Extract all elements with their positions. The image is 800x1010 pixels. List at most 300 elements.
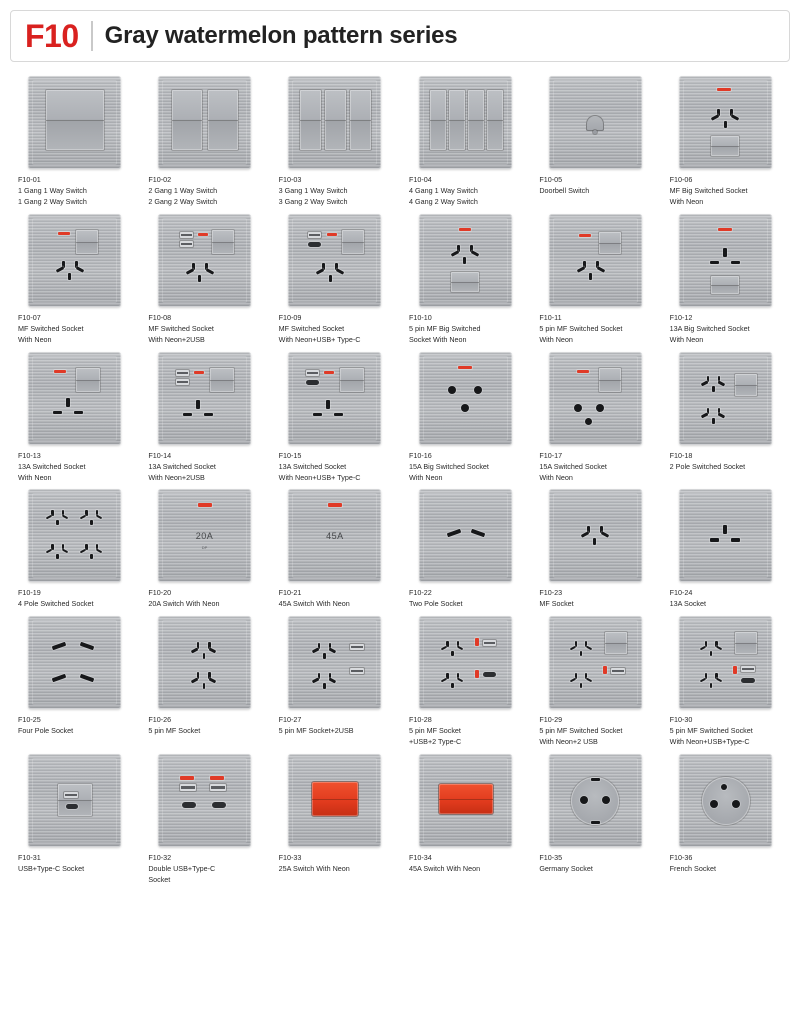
usb-port (483, 640, 496, 646)
neon-indicator (475, 670, 479, 678)
socket-hole (96, 548, 103, 553)
plate-face (166, 497, 243, 574)
type-c-port (741, 678, 755, 683)
product-cell[interactable] (539, 214, 651, 346)
product-code: F10-08 (148, 312, 172, 322)
product-code: F10-19 (18, 588, 41, 598)
plate-face (427, 497, 504, 574)
plate-face (36, 360, 113, 437)
product-caption (148, 715, 260, 737)
product-caption (18, 853, 130, 875)
product-cell[interactable] (670, 76, 782, 208)
socket-hole (209, 647, 217, 653)
product-code: F10-30 (669, 715, 693, 725)
product-cell[interactable] (279, 352, 391, 484)
socket-hole (451, 683, 453, 689)
socket-hole (601, 532, 609, 538)
socket-hole (316, 268, 324, 274)
plate-face (296, 624, 373, 701)
product-cell[interactable] (148, 616, 260, 748)
product-caption (18, 451, 130, 484)
socket-hole (701, 380, 708, 385)
type-c-port (308, 242, 321, 247)
socket-hole (203, 683, 206, 689)
product-description-line: 5 pin MF Socket+2USB (278, 726, 354, 736)
product-description-line: +USB+2 Type-C (409, 737, 462, 747)
product-description-line: MF Big Switched Socket (669, 185, 748, 195)
product-cell[interactable] (670, 489, 782, 610)
product-description-line: 2 Gang 1 Way Switch (148, 185, 218, 195)
neon-indicator (198, 233, 208, 236)
product-image-f10-02 (158, 76, 251, 169)
socket-hole (62, 548, 69, 553)
plate-face (296, 84, 373, 161)
plate-face (557, 624, 634, 701)
rocker-switch (76, 230, 98, 254)
product-cell[interactable] (18, 214, 130, 346)
product-caption (18, 175, 130, 208)
socket-hole (570, 677, 577, 682)
product-code: F10-03 (278, 175, 302, 184)
product-code: F10-16 (409, 450, 432, 460)
product-cell[interactable] (670, 352, 782, 484)
product-description-line: 2 Pole Switched Socket (669, 461, 746, 471)
product-code: F10-09 (278, 312, 302, 322)
product-description-line: Four Pole Socket (18, 726, 74, 736)
product-cell[interactable] (18, 352, 130, 484)
product-cell[interactable] (539, 489, 651, 610)
earth-clip (591, 821, 600, 824)
product-cell[interactable] (539, 754, 651, 886)
plate-face (687, 84, 764, 161)
socket-hole (712, 418, 715, 424)
type-c-port (66, 804, 78, 809)
rocker-switch (340, 368, 364, 392)
product-cell[interactable] (148, 352, 260, 484)
product-caption (670, 715, 782, 748)
product-code: F10-22 (409, 588, 432, 598)
socket-hole (589, 273, 592, 280)
rocker-switch (172, 90, 202, 150)
product-image-f10-26 (158, 616, 251, 709)
neon-indicator (733, 666, 737, 674)
product-description-line: French Socket (669, 864, 716, 874)
product-cell[interactable] (279, 214, 391, 346)
socket-hole (312, 677, 319, 682)
plate-face (427, 360, 504, 437)
socket-hole (326, 400, 330, 409)
usb-port (180, 241, 193, 247)
product-description-line: 13A Socket (669, 599, 707, 609)
product-image-f10-22 (419, 489, 512, 582)
socket-hole (457, 645, 464, 650)
socket-hole (731, 114, 739, 120)
usb-port (176, 379, 189, 385)
socket-hole (51, 674, 66, 683)
product-caption (148, 853, 260, 886)
plate-face (296, 497, 373, 574)
product-description-line: Socket With Neon (409, 334, 467, 344)
plate-face (687, 360, 764, 437)
rocker-switch (735, 374, 757, 396)
product-description-line: 3 Gang 2 Way Switch (278, 196, 348, 206)
usb-port (350, 644, 364, 650)
product-caption (148, 451, 260, 484)
product-code: F10-10 (409, 312, 432, 322)
socket-hole (700, 677, 707, 682)
red-rocker (312, 782, 358, 816)
plate-face (166, 624, 243, 701)
product-image-f10-33 (288, 754, 381, 847)
product-cell[interactable] (670, 754, 782, 886)
socket-hole (716, 645, 723, 650)
socket-hole (329, 275, 332, 282)
product-description-line: 45A Switch With Neon (409, 864, 481, 874)
plate-face (166, 222, 243, 299)
socket-hole (712, 386, 715, 392)
neon-indicator (58, 232, 70, 235)
product-description-line: 25A Switch With Neon (278, 864, 350, 874)
socket-hole (334, 413, 343, 417)
product-cell[interactable] (409, 489, 521, 610)
product-description-line: 4 Gang 1 Way Switch (409, 185, 478, 195)
socket-hole (570, 645, 577, 650)
product-description-line: 1 Gang 1 Way Switch (18, 185, 87, 195)
product-cell[interactable] (409, 76, 521, 208)
product-caption (279, 853, 391, 875)
product-cell[interactable] (539, 76, 651, 208)
rocker-switch (430, 90, 446, 150)
product-cell[interactable] (409, 754, 521, 886)
type-c-port (182, 802, 196, 808)
socket-hole (470, 250, 478, 256)
socket-hole (457, 677, 464, 682)
socket-hole (329, 647, 336, 652)
product-cell[interactable] (18, 754, 130, 886)
product-cell[interactable] (409, 616, 521, 748)
product-cell[interactable] (409, 214, 521, 346)
product-code: F10-29 (539, 715, 563, 725)
product-cell[interactable] (148, 754, 260, 886)
product-image-f10-08 (158, 214, 251, 307)
product-cell[interactable] (539, 352, 651, 484)
socket-hole (191, 647, 199, 653)
series-title: Gray watermelon pattern series (104, 22, 458, 49)
product-description-line: MF Switched Socket (148, 323, 214, 333)
plate-face (687, 222, 764, 299)
socket-hole (51, 642, 66, 651)
product-description-line: MF Socket (539, 599, 574, 609)
socket-hole (731, 261, 740, 265)
product-cell[interactable] (279, 616, 391, 748)
usb-port (611, 668, 625, 674)
product-description-line: 13A Switched Socket (148, 461, 216, 471)
neon-indicator (577, 370, 589, 373)
product-description-line: With Neon (539, 334, 573, 344)
product-caption (409, 451, 521, 484)
product-cell[interactable] (539, 616, 651, 748)
rocker-switch (325, 90, 346, 150)
socket-hole (723, 525, 727, 534)
product-caption (148, 588, 260, 610)
product-description-line: With Neon (409, 472, 443, 482)
product-cell[interactable] (670, 616, 782, 748)
neon-indicator (717, 88, 731, 91)
product-cell[interactable] (279, 754, 391, 886)
rocker-switch (212, 230, 234, 254)
product-caption (670, 451, 782, 473)
plate-rating-label: 45A (326, 530, 344, 541)
product-caption (539, 451, 651, 484)
product-image-f10-21 (288, 489, 381, 582)
product-description-line: MF Switched Socket (18, 323, 84, 333)
socket-hole (701, 412, 708, 417)
socket-hole (470, 529, 485, 538)
socket-hole (711, 114, 719, 120)
schuko-ring (571, 777, 619, 825)
earth-clip (591, 778, 600, 781)
product-cell[interactable] (18, 489, 130, 610)
product-code: F10-25 (18, 715, 41, 725)
socket-hole (53, 411, 62, 415)
product-description-line: 5 pin MF Switched Socket (539, 323, 623, 333)
product-caption (409, 715, 521, 748)
product-description-line: 5 pin MF Big Switched (409, 323, 481, 333)
socket-hole (581, 532, 589, 538)
product-code: F10-28 (409, 715, 432, 725)
product-caption (279, 588, 391, 610)
neon-indicator (458, 366, 472, 369)
product-description-line: Socket (148, 875, 171, 884)
rocker-switch (451, 272, 479, 292)
product-code: F10-26 (148, 715, 172, 725)
usb-port (741, 666, 755, 672)
plate-face (296, 360, 373, 437)
socket-hole (710, 651, 712, 656)
socket-hole (323, 653, 326, 659)
plate-face (36, 84, 113, 161)
product-caption (279, 313, 391, 346)
neon-indicator (718, 228, 732, 231)
socket-hole (90, 554, 92, 560)
socket-hole (700, 645, 707, 650)
product-cell[interactable] (279, 489, 391, 610)
neon-indicator (54, 370, 66, 373)
socket-hole (463, 257, 466, 264)
product-image-f10-01 (28, 76, 121, 169)
product-code: F10-36 (669, 853, 693, 863)
product-image-f10-16 (419, 352, 512, 445)
product-description-line: With Neon+USB+Type-C (669, 737, 750, 747)
product-description-line: 13A Switched Socket (278, 461, 347, 471)
product-caption (279, 715, 391, 737)
plate-face (36, 222, 113, 299)
product-image-f10-32 (158, 754, 251, 847)
product-description-line: With Neon (18, 472, 52, 482)
product-caption (670, 853, 782, 875)
product-image-f10-17 (549, 352, 642, 445)
product-cell[interactable] (148, 76, 260, 208)
neon-indicator (180, 776, 194, 780)
product-cell[interactable] (409, 352, 521, 484)
plate-face (557, 497, 634, 574)
rocker-switch (487, 90, 503, 150)
product-description-line: 5 pin MF Switched Socket (539, 726, 623, 736)
socket-hole (191, 677, 199, 683)
product-image-f10-13 (28, 352, 121, 445)
plate-face (296, 222, 373, 299)
neon-indicator (603, 666, 607, 674)
plate-face (687, 497, 764, 574)
socket-hole (597, 266, 605, 272)
plate-face (36, 762, 113, 839)
product-description-line: With Neon+USB+ Type-C (278, 472, 361, 482)
rocker-switch (350, 90, 371, 150)
product-description-line: 13A Switched Socket (18, 461, 86, 471)
product-code: F10-04 (409, 175, 432, 184)
product-code: F10-33 (278, 853, 302, 863)
product-description-line: With Neon (669, 196, 704, 206)
product-image-f10-04 (419, 76, 512, 169)
plate-face (296, 762, 373, 839)
socket-hole (596, 404, 604, 412)
type-c-port (306, 380, 319, 385)
product-code: F10-17 (539, 450, 563, 460)
product-code: F10-05 (539, 175, 563, 184)
product-caption (670, 588, 782, 610)
product-code: F10-18 (669, 450, 693, 460)
socket-hole (450, 250, 458, 256)
product-image-f10-20 (158, 489, 251, 582)
product-description-line: Two Pole Socket (409, 599, 463, 609)
socket-hole (75, 266, 83, 272)
product-cell[interactable] (18, 76, 130, 208)
product-caption (670, 313, 782, 346)
plate-face (166, 84, 243, 161)
socket-hole (206, 268, 214, 274)
product-description-line: With Neon (18, 334, 52, 344)
rocker-switch (210, 368, 234, 392)
socket-hole (55, 266, 63, 272)
socket-hole (710, 538, 719, 542)
product-image-f10-10 (419, 214, 512, 307)
plate-face (427, 762, 504, 839)
socket-hole (56, 554, 58, 560)
socket-hole (577, 266, 585, 272)
product-caption (539, 715, 651, 748)
plate-face (557, 84, 634, 161)
product-image-f10-36 (679, 754, 772, 847)
plate-rating-sub: DP (201, 545, 208, 551)
socket-hole (336, 268, 344, 274)
product-grid (0, 76, 800, 886)
product-code: F10-06 (669, 175, 693, 184)
plate-face (36, 624, 113, 701)
product-code: F10-20 (148, 588, 172, 598)
socket-hole (196, 400, 200, 409)
product-image-f10-05 (549, 76, 642, 169)
red-rocker (439, 784, 493, 814)
product-description-line: Double USB+Type-C (148, 864, 216, 874)
usb-port (64, 792, 78, 798)
plate-face (557, 360, 634, 437)
plate-face (166, 360, 243, 437)
product-caption (18, 715, 130, 737)
plate-face (36, 497, 113, 574)
socket-hole (74, 411, 83, 415)
product-image-f10-15 (288, 352, 381, 445)
socket-hole (66, 398, 70, 407)
product-code: F10-01 (18, 175, 41, 184)
product-image-f10-07 (28, 214, 121, 307)
product-caption (670, 175, 782, 208)
product-image-f10-30 (679, 616, 772, 709)
product-description-line: 1 Gang 2 Way Switch (18, 196, 87, 206)
product-caption (279, 175, 391, 208)
series-code: F10 (25, 18, 79, 54)
plate-face (687, 624, 764, 701)
socket-hole (209, 677, 217, 683)
usb-port (210, 784, 226, 791)
product-code: F10-32 (148, 853, 172, 863)
product-caption (539, 853, 651, 875)
product-image-f10-09 (288, 214, 381, 307)
usb-port (180, 232, 193, 238)
product-description-line: MF Switched Socket (278, 323, 345, 333)
product-image-f10-25 (28, 616, 121, 709)
product-description-line: With Neon (539, 472, 573, 482)
socket-hole (718, 380, 725, 385)
plate-rating-label: 20A (195, 530, 214, 541)
product-description-line: USB+Type-C Socket (18, 864, 85, 874)
product-cell[interactable] (148, 489, 260, 610)
product-code: F10-35 (539, 853, 563, 863)
socket-hole (461, 404, 469, 412)
product-cell[interactable] (148, 214, 260, 346)
product-image-f10-31 (28, 754, 121, 847)
product-caption (409, 853, 521, 875)
socket-hole (79, 642, 94, 651)
product-cell[interactable] (18, 616, 130, 748)
product-code: F10-24 (669, 588, 693, 598)
product-description-line: 3 Gang 1 Way Switch (278, 185, 348, 195)
plate-face (427, 624, 504, 701)
product-caption (148, 313, 260, 346)
rocker-switch (76, 368, 100, 392)
rocker-switch (208, 90, 238, 150)
product-code: F10-14 (148, 450, 172, 460)
product-description-line: 4 Gang 2 Way Switch (409, 196, 478, 206)
neon-indicator (194, 371, 204, 374)
product-code: F10-34 (409, 853, 432, 863)
usb-module (58, 784, 92, 816)
usb-port (308, 232, 321, 238)
product-cell[interactable] (670, 214, 782, 346)
plate-face (557, 762, 634, 839)
rocker-switch (46, 90, 104, 150)
usb-port (306, 370, 319, 376)
product-code: F10-02 (148, 175, 172, 184)
product-description-line: 45A Switch With Neon (278, 599, 350, 609)
socket-hole (580, 683, 582, 688)
product-caption (18, 588, 130, 610)
product-description-line: 5 pin MF Socket (148, 726, 201, 736)
product-cell[interactable] (279, 76, 391, 208)
neon-indicator (198, 503, 212, 507)
socket-hole (585, 418, 592, 425)
plate-face (557, 222, 634, 299)
socket-hole (474, 386, 482, 394)
